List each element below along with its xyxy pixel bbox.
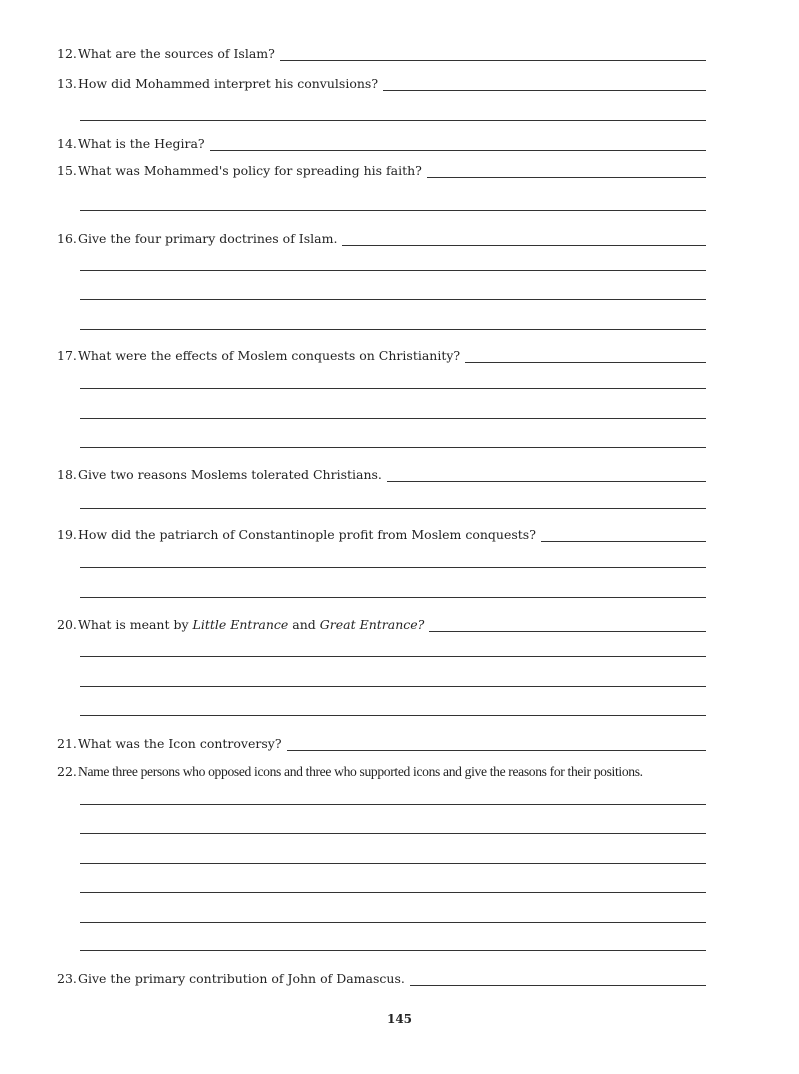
- question-number: 19.: [57, 527, 77, 542]
- question-number: 21.: [57, 736, 77, 751]
- answer-blank[interactable]: [280, 59, 706, 61]
- question-number: 13.: [57, 76, 77, 91]
- question-20: [57, 617, 706, 635]
- question-22: [57, 764, 706, 782]
- question-text-part: and: [288, 617, 320, 632]
- question-text: [78, 617, 424, 632]
- question-number: 12.: [57, 46, 77, 61]
- answer-line[interactable]: [80, 567, 706, 568]
- italic-term: Little Entrance: [192, 617, 289, 632]
- question-number: 23.: [57, 971, 77, 986]
- question-13: [57, 76, 706, 94]
- answer-line[interactable]: [80, 329, 706, 330]
- answer-line[interactable]: [80, 418, 706, 419]
- answer-blank[interactable]: [383, 89, 706, 91]
- question-number: 20.: [57, 617, 77, 632]
- question-17: [57, 348, 706, 366]
- question-23: [57, 971, 706, 989]
- answer-blank[interactable]: [342, 244, 706, 246]
- answer-line[interactable]: [80, 892, 706, 893]
- answer-line[interactable]: [80, 388, 706, 389]
- question-18: [57, 467, 706, 485]
- answer-blank[interactable]: [410, 984, 706, 986]
- question-text: Give the four primary doctrines of Islam.: [78, 231, 338, 246]
- question-number: 16.: [57, 231, 77, 246]
- question-text: How did Mohammed interpret his convulsions?: [78, 76, 379, 91]
- answer-line[interactable]: [80, 210, 706, 211]
- question-text: How did the patriarch of Constantinople profit from Moslem conquests?: [78, 527, 536, 542]
- question-text: Give the primary contribution of John of Damascus.: [78, 971, 405, 986]
- answer-line[interactable]: [80, 120, 706, 121]
- answer-line[interactable]: [80, 863, 706, 864]
- question-16: [57, 231, 706, 249]
- answer-line[interactable]: [80, 804, 706, 805]
- answer-line[interactable]: [80, 299, 706, 300]
- question-15: [57, 163, 706, 181]
- answer-line[interactable]: [80, 597, 706, 598]
- question-text: What are the sources of Islam?: [78, 46, 275, 61]
- question-21: [57, 736, 706, 754]
- question-text: Give two reasons Moslems tolerated Christians.: [78, 467, 382, 482]
- page-number: 145: [386, 1012, 413, 1026]
- answer-line[interactable]: [80, 922, 706, 923]
- answer-line[interactable]: [80, 508, 706, 509]
- answer-line[interactable]: [80, 833, 706, 834]
- question-19: [57, 527, 706, 545]
- question-text: What was Mohammed's policy for spreading his faith?: [78, 163, 422, 178]
- question-12: [57, 46, 706, 64]
- answer-blank[interactable]: [541, 540, 706, 542]
- answer-blank[interactable]: [287, 749, 706, 751]
- question-14: [57, 136, 706, 154]
- answer-line[interactable]: [80, 950, 706, 951]
- answer-line[interactable]: [80, 270, 706, 271]
- answer-line[interactable]: [80, 447, 706, 448]
- answer-blank[interactable]: [427, 176, 706, 178]
- question-number: 22.: [57, 764, 77, 779]
- question-text-part: What is meant by: [78, 617, 193, 632]
- answer-blank[interactable]: [465, 361, 706, 363]
- answer-blank[interactable]: [429, 630, 706, 632]
- answer-line[interactable]: [80, 715, 706, 716]
- question-text: What is the Hegira?: [78, 136, 205, 151]
- answer-line[interactable]: [80, 686, 706, 687]
- question-number: 17.: [57, 348, 77, 363]
- question-text: Name three persons who opposed icons and three who supported icons and give the reasons for their positions.: [78, 764, 643, 779]
- answer-blank[interactable]: [210, 149, 706, 151]
- italic-term: Great Entrance?: [319, 617, 425, 632]
- question-number: 18.: [57, 467, 77, 482]
- question-number: 15.: [57, 163, 77, 178]
- answer-blank[interactable]: [387, 480, 706, 482]
- question-number: 14.: [57, 136, 77, 151]
- question-text: What were the effects of Moslem conquests on Christianity?: [78, 348, 461, 363]
- question-text: What was the Icon controversy?: [78, 736, 282, 751]
- answer-line[interactable]: [80, 656, 706, 657]
